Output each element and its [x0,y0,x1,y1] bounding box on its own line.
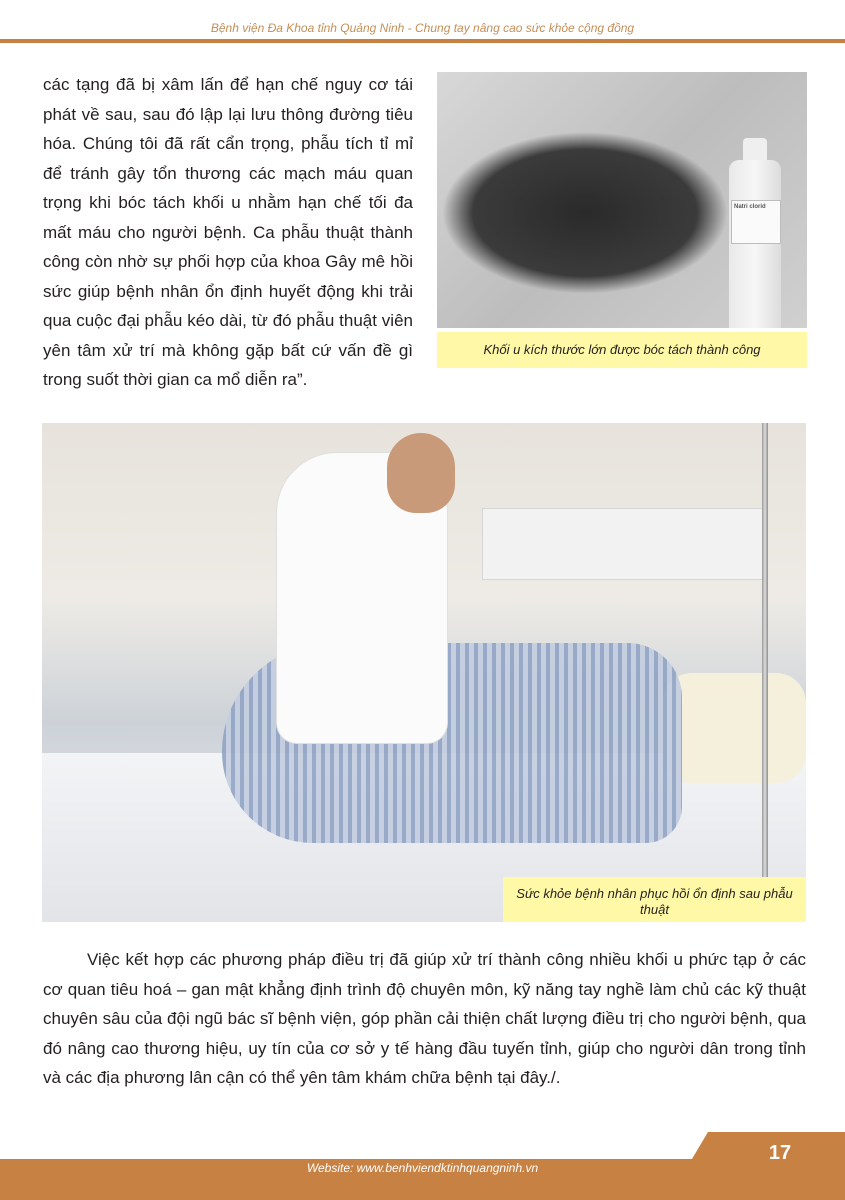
tumor-photo [437,72,807,328]
closing-paragraph: Việc kết hợp các phương pháp điều trị đã giúp xử trí thành công nhiều khối u phức tạp ở các cơ quan tiêu hoá – gan mật khẳng định trình độ chuyên môn, kỹ năng tay nghề làm chủ các kỹ thuật chuyên sâu của đội ngũ bác sĩ bệnh viện, góp phần cải thiện chất lượng điều trị cho người bệnh, qua đó nâng cao thương hiệu, uy tín của cơ sở y tế hàng đầu tuyến tỉnh, giúp cho người dân trong tỉnh và các địa phương lân cận có thể yên tâm khám chữa bệnh tại đây./. [43,950,806,1087]
header-divider [0,39,845,43]
saline-bottle-label [731,200,781,244]
ward-photo-caption: Sức khỏe bệnh nhân phục hồi ổn định sau phẫu thuật [503,877,806,922]
pillow [662,673,806,783]
page-number: 17 [768,1142,792,1164]
tumor-photo-caption: Khối u kích thước lớn được bóc tách thành công [437,332,807,368]
ward-photo [42,423,806,922]
page-header-title: Bệnh viện Đa Khoa tỉnh Quảng Ninh - Chung tay nâng cao sức khỏe cộng đồng [210,21,635,35]
saline-bottle-label-text: Natri clorid [734,204,766,210]
doctor-head [387,433,455,513]
iv-pole [762,423,768,922]
saline-bottle [729,160,781,328]
intro-paragraph: các tạng đã bị xâm lấn để hạn chế nguy cơ tái phát về sau, sau đó lập lại lưu thông đường tiêu hóa. Chúng tôi đã rất cẩn trọng, phẫu tích tỉ mỉ để tránh gây tổn thương các mạch máu quan trọng khi bóc tách khối u nhằm hạn chế tối đa mất máu cho người bệnh. Ca phẫu thuật thành công còn nhờ sự phối hợp của khoa Gây mê hồi sức giúp bệnh nhân ổn định huyết động khi trải qua cuộc đại phẫu kéo dài, từ đó phẫu thuật viên yên tâm xử trí mà không gặp bất cứ vấn đề gì trong suốt thời gian ca mổ diễn ra”. [43,75,413,389]
medical-gas-panel [482,508,764,580]
footer-website: Website: www.benhviendktinhquangninh.vn [306,1161,539,1175]
